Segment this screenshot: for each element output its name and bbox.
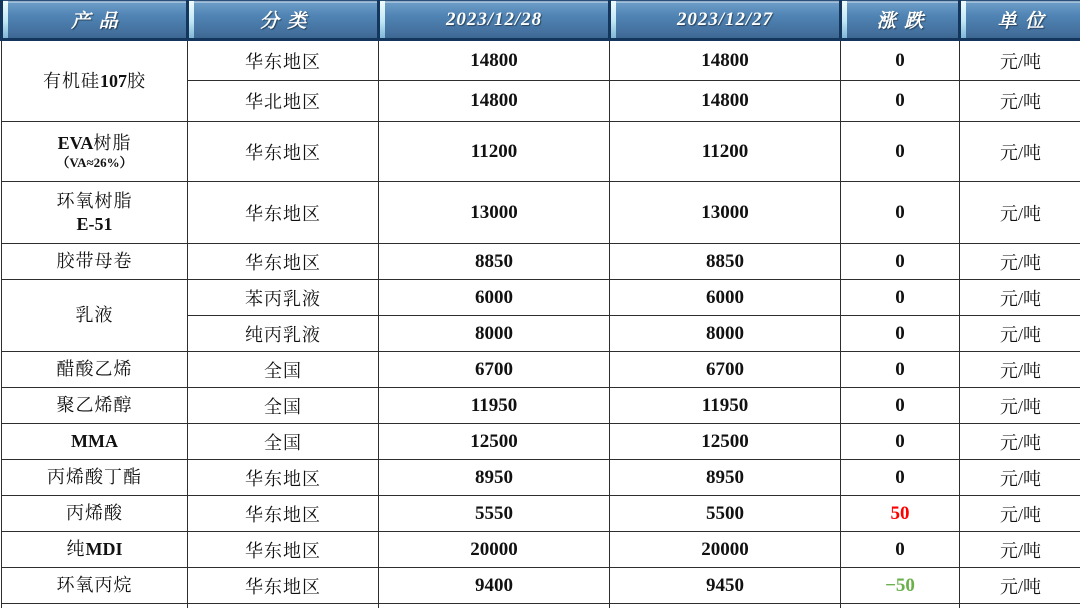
price-2023-12-27-cell: 14800: [610, 81, 841, 122]
price-2023-12-28-cell: 8950: [379, 460, 610, 496]
change-cell: 50: [841, 496, 960, 532]
table-row: [2, 568, 1080, 604]
column-header-label: 2023/12/28: [445, 8, 543, 30]
change-cell: 0: [841, 81, 960, 122]
price-2023-12-28-cell: 5550: [379, 496, 610, 532]
product-name-segment: 107: [100, 70, 127, 91]
product-name-segment: E-51: [76, 213, 113, 234]
product-name-segment: （VA≈26%）: [56, 154, 133, 170]
change-cell: 0: [841, 424, 960, 460]
cut-off-cell: [379, 604, 610, 608]
column-header-category: [188, 1, 379, 40]
change-cell: 0: [841, 460, 960, 496]
change-cell: 0: [841, 244, 960, 280]
price-2023-12-28-cell: 8000: [379, 316, 610, 352]
product-name-segment: 环氧丙烷: [56, 575, 133, 596]
cut-off-row: [2, 604, 1080, 608]
product-cell: [2, 40, 188, 122]
unit-cell: 元/吨: [960, 460, 1080, 496]
product-name-line: [6, 538, 183, 561]
product-name-segment: 胶: [127, 70, 146, 91]
table-row: [2, 388, 1080, 424]
column-header-label: 单位: [997, 11, 1053, 32]
change-cell: 0: [841, 122, 960, 182]
table-header: [2, 1, 1080, 40]
category-cell: 华北地区: [188, 81, 379, 122]
price-2023-12-27-cell: 6700: [610, 352, 841, 388]
product-name-segment: 有机硅: [43, 70, 100, 91]
price-2023-12-28-cell: 6700: [379, 352, 610, 388]
column-header-change: [841, 1, 960, 40]
product-cell: [2, 122, 188, 182]
table-header-row: [2, 1, 1080, 40]
category-cell: 华东地区: [188, 122, 379, 182]
price-2023-12-28-cell: 11950: [379, 388, 610, 424]
change-cell: 0: [841, 388, 960, 424]
column-header-date2: [610, 1, 841, 40]
product-cell: [2, 280, 188, 352]
price-2023-12-27-cell: 11200: [610, 122, 841, 182]
price-2023-12-28-cell: 6000: [379, 280, 610, 316]
unit-cell: 元/吨: [960, 122, 1080, 182]
category-cell: 华东地区: [188, 244, 379, 280]
change-cell: 0: [841, 280, 960, 316]
product-name-segment: MMA: [71, 431, 118, 452]
unit-cell: 元/吨: [960, 244, 1080, 280]
change-cell: 0: [841, 352, 960, 388]
category-cell: 全国: [188, 352, 379, 388]
cut-off-cell: [841, 604, 960, 608]
product-cell: [2, 182, 188, 244]
price-2023-12-28-cell: 8850: [379, 244, 610, 280]
column-header-label: 2023/12/27: [676, 8, 774, 30]
product-cell: [2, 496, 188, 532]
product-name-line: [6, 250, 183, 273]
table-row: [2, 532, 1080, 568]
unit-cell: 元/吨: [960, 532, 1080, 568]
column-header-unit: [960, 1, 1080, 40]
product-name-segment: MDI: [85, 539, 123, 560]
product-name-segment: 环氧树脂: [56, 191, 133, 211]
price-2023-12-28-cell: 9400: [379, 568, 610, 604]
change-cell: −50: [841, 568, 960, 604]
unit-cell: 元/吨: [960, 496, 1080, 532]
price-2023-12-28-cell: 12500: [379, 424, 610, 460]
product-name-segment: 乳液: [75, 305, 114, 326]
product-name-line: [6, 466, 183, 489]
table-row: [2, 40, 1080, 81]
product-name-segment: 树脂: [93, 133, 132, 154]
price-2023-12-28-cell: 20000: [379, 532, 610, 568]
product-name-line: [6, 502, 183, 525]
price-2023-12-27-cell: 8950: [610, 460, 841, 496]
product-name-line: [6, 213, 183, 236]
cut-off-cell: [2, 604, 188, 608]
category-cell: 全国: [188, 424, 379, 460]
table-body: [2, 40, 1080, 608]
table-row: [2, 496, 1080, 532]
change-cell: 0: [841, 182, 960, 244]
price-2023-12-27-cell: 8850: [610, 244, 841, 280]
product-cell: [2, 460, 188, 496]
change-cell: 0: [841, 40, 960, 81]
unit-cell: 元/吨: [960, 182, 1080, 244]
table-row: [2, 280, 1080, 316]
cut-off-cell: [188, 604, 379, 608]
price-2023-12-28-cell: 14800: [379, 40, 610, 81]
product-name-segment: 醋酸乙烯: [56, 359, 133, 380]
change-cell: 0: [841, 316, 960, 352]
category-cell: 华东地区: [188, 40, 379, 81]
product-name-segment: 纯: [66, 539, 86, 560]
column-header-label: 产品: [71, 11, 127, 32]
column-header-product: [2, 1, 188, 40]
unit-cell: 元/吨: [960, 568, 1080, 604]
product-cell: [2, 388, 188, 424]
table-row: [2, 352, 1080, 388]
unit-cell: 元/吨: [960, 352, 1080, 388]
product-name-line: [6, 70, 183, 93]
column-header-label: 涨跌: [876, 11, 932, 32]
price-2023-12-27-cell: 13000: [610, 182, 841, 244]
category-cell: 华东地区: [188, 182, 379, 244]
table-row: [2, 460, 1080, 496]
price-2023-12-28-cell: 11200: [379, 122, 610, 182]
category-cell: 华东地区: [188, 568, 379, 604]
product-cell: [2, 532, 188, 568]
unit-cell: 元/吨: [960, 424, 1080, 460]
price-2023-12-27-cell: 14800: [610, 40, 841, 81]
unit-cell: 元/吨: [960, 280, 1080, 316]
product-name-segment: 胶带母卷: [56, 251, 133, 272]
product-name-line: [6, 394, 183, 417]
product-cell: [2, 244, 188, 280]
price-2023-12-27-cell: 9450: [610, 568, 841, 604]
product-cell: [2, 568, 188, 604]
price-2023-12-28-cell: 13000: [379, 182, 610, 244]
cut-off-cell: [610, 604, 841, 608]
product-name-segment: 聚乙烯醇: [56, 395, 133, 416]
price-2023-12-27-cell: 8000: [610, 316, 841, 352]
product-name-segment: EVA: [57, 133, 94, 154]
product-name-line: [6, 358, 183, 381]
table-row: [2, 122, 1080, 182]
price-2023-12-27-cell: 20000: [610, 532, 841, 568]
category-cell: 华东地区: [188, 496, 379, 532]
category-cell: 华东地区: [188, 460, 379, 496]
category-cell: 纯丙乳液: [188, 316, 379, 352]
table-row: [2, 244, 1080, 280]
price-2023-12-28-cell: 14800: [379, 81, 610, 122]
unit-cell: 元/吨: [960, 81, 1080, 122]
product-cell: [2, 352, 188, 388]
unit-cell: 元/吨: [960, 40, 1080, 81]
product-name-line: [6, 430, 183, 453]
product-name-line: [6, 155, 183, 171]
change-cell: 0: [841, 532, 960, 568]
column-header-date1: [379, 1, 610, 40]
product-name-segment: 丙烯酸丁酯: [47, 467, 142, 488]
table-row: [2, 182, 1080, 244]
category-cell: 华东地区: [188, 532, 379, 568]
product-cell: [2, 424, 188, 460]
category-cell: 苯丙乳液: [188, 280, 379, 316]
table-row: [2, 424, 1080, 460]
product-name-line: [6, 132, 183, 155]
product-name-line: [6, 304, 183, 327]
category-cell: 全国: [188, 388, 379, 424]
product-name-line: [6, 574, 183, 597]
price-2023-12-27-cell: 5500: [610, 496, 841, 532]
cut-off-cell: [960, 604, 1080, 608]
price-2023-12-27-cell: 6000: [610, 280, 841, 316]
column-header-label: 分类: [259, 11, 315, 32]
unit-cell: 元/吨: [960, 316, 1080, 352]
product-name-segment: 丙烯酸: [66, 503, 123, 524]
price-2023-12-27-cell: 12500: [610, 424, 841, 460]
price-2023-12-27-cell: 11950: [610, 388, 841, 424]
unit-cell: 元/吨: [960, 388, 1080, 424]
product-name-line: [6, 190, 183, 213]
